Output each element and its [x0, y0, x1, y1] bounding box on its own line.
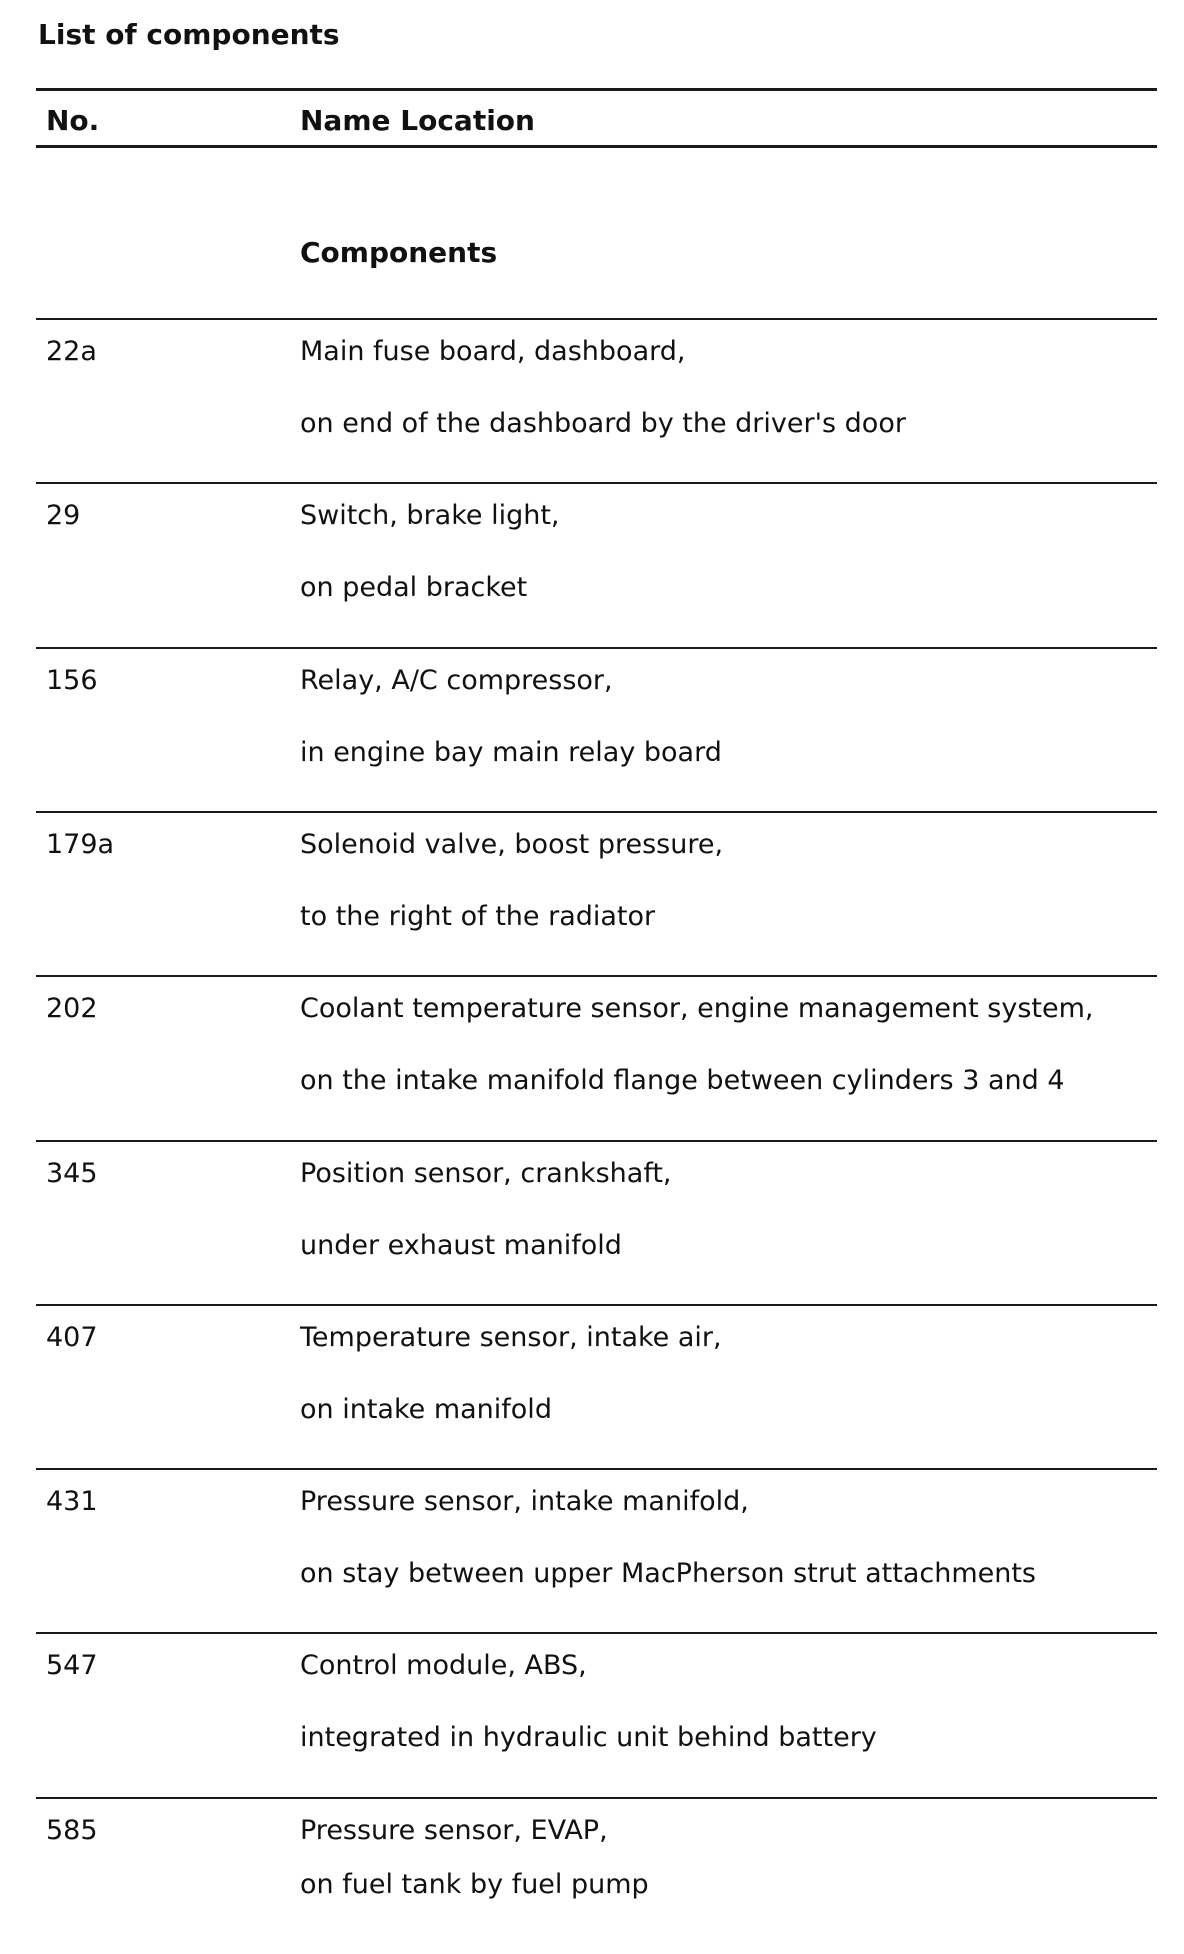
component-number: 179a: [46, 829, 115, 860]
component-location: on pedal bracket: [300, 572, 528, 603]
component-location: integrated in hydraulic unit behind battery: [300, 1722, 877, 1753]
header-bottom-rule: [36, 145, 1157, 148]
column-header-name-location: Name Location: [300, 104, 535, 137]
component-name: Temperature sensor, intake air,: [300, 1322, 722, 1353]
component-location: to the right of the radiator: [300, 901, 656, 932]
component-name: Main fuse board, dashboard,: [300, 336, 686, 367]
component-number: 431: [46, 1486, 98, 1517]
component-location: on intake manifold: [300, 1394, 552, 1425]
component-name: Relay, A/C compressor,: [300, 665, 613, 696]
component-location: on end of the dashboard by the driver's door: [300, 408, 906, 439]
row-separator: [36, 647, 1157, 649]
component-name: Switch, brake light,: [300, 500, 560, 531]
section-heading: Components: [300, 236, 498, 269]
row-separator: [36, 811, 1157, 813]
header-top-rule: [36, 88, 1157, 91]
component-number: 202: [46, 993, 98, 1024]
component-name: Control module, ABS,: [300, 1650, 587, 1681]
row-separator: [36, 482, 1157, 484]
component-number: 407: [46, 1322, 98, 1353]
row-separator: [36, 975, 1157, 977]
component-location: on fuel tank by fuel pump: [300, 1869, 649, 1900]
component-number: 22a: [46, 336, 97, 367]
row-separator: [36, 1632, 1157, 1634]
component-location: in engine bay main relay board: [300, 737, 722, 768]
component-location: under exhaust manifold: [300, 1230, 622, 1261]
row-separator: [36, 1468, 1157, 1470]
component-number: 547: [46, 1650, 98, 1681]
component-name: Position sensor, crankshaft,: [300, 1158, 672, 1189]
component-name: Pressure sensor, intake manifold,: [300, 1486, 749, 1517]
row-separator: [36, 1797, 1157, 1799]
component-number: 585: [46, 1815, 98, 1846]
component-number: 156: [46, 665, 98, 696]
component-name: Pressure sensor, EVAP,: [300, 1815, 608, 1846]
row-separator: [36, 1304, 1157, 1306]
row-separator: [36, 318, 1157, 320]
component-name: Solenoid valve, boost pressure,: [300, 829, 724, 860]
component-name: Coolant temperature sensor, engine management system,: [300, 993, 1094, 1024]
component-number: 29: [46, 500, 81, 531]
page-title: List of components: [38, 18, 340, 51]
component-location: on stay between upper MacPherson strut attachments: [300, 1558, 1037, 1589]
row-separator: [36, 1140, 1157, 1142]
column-header-no: No.: [46, 104, 100, 137]
component-number: 345: [46, 1158, 98, 1189]
component-location: on the intake manifold flange between cylinders 3 and 4: [300, 1065, 1065, 1096]
